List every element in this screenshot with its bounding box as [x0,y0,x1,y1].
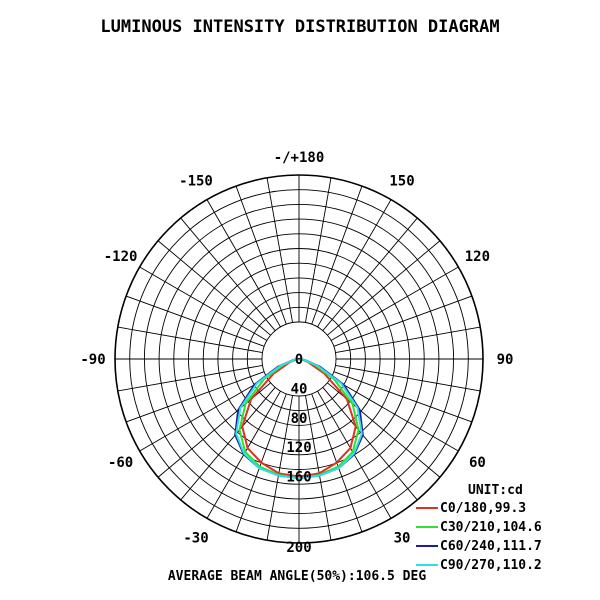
chart-title: LUMINOUS INTENSITY DISTRIBUTION DIAGRAM [100,17,500,37]
angle-label: -/+180 [273,150,325,166]
grid-spoke [335,327,480,353]
grid-spoke [158,241,271,335]
legend-entry: C60/240,111.7 [440,539,542,554]
radial-tick-label: 200 [286,540,312,556]
radial-tick-label: 80 [290,410,308,427]
radial-tick-label: 120 [286,440,312,457]
legend-entry: C30/210,104.6 [440,520,542,535]
grid-spoke [236,186,286,324]
grid-spoke [327,241,440,335]
grid-spoke [181,387,275,500]
angle-tick-labels [80,150,513,546]
grid-spoke [118,365,263,391]
grid-spoke [181,218,275,331]
grid-spoke [323,387,417,500]
angle-label: 60 [468,455,486,471]
grid-spoke [312,186,362,324]
angle-label: -60 [107,455,134,471]
angle-label: 90 [496,352,514,368]
grid-spoke [335,365,480,391]
angle-label: -30 [183,530,209,547]
angle-label: -90 [80,352,106,368]
legend-entry: C90/270,110.2 [440,558,542,573]
radial-tick-label: 160 [286,469,312,486]
grid-spoke [334,296,472,346]
grid-spoke [118,327,263,353]
unit-label: UNIT:cd [468,483,523,498]
angle-label: -120 [103,249,138,265]
grid-spoke [305,178,331,323]
angle-label: 30 [393,530,411,547]
angle-label: 150 [389,173,415,190]
radial-tick-label: 0 [294,352,304,368]
grid-spoke [126,296,264,346]
grid-spoke [323,218,417,331]
beam-angle-footer: AVERAGE BEAM ANGLE(50%):106.5 DEG [167,569,427,584]
angle-label: 120 [464,249,491,265]
legend-entry: C0/180,99.3 [440,501,527,516]
radial-tick-label: 40 [290,381,308,398]
grid-spoke [267,178,293,323]
legend [416,501,542,573]
angle-label: -150 [179,173,213,190]
